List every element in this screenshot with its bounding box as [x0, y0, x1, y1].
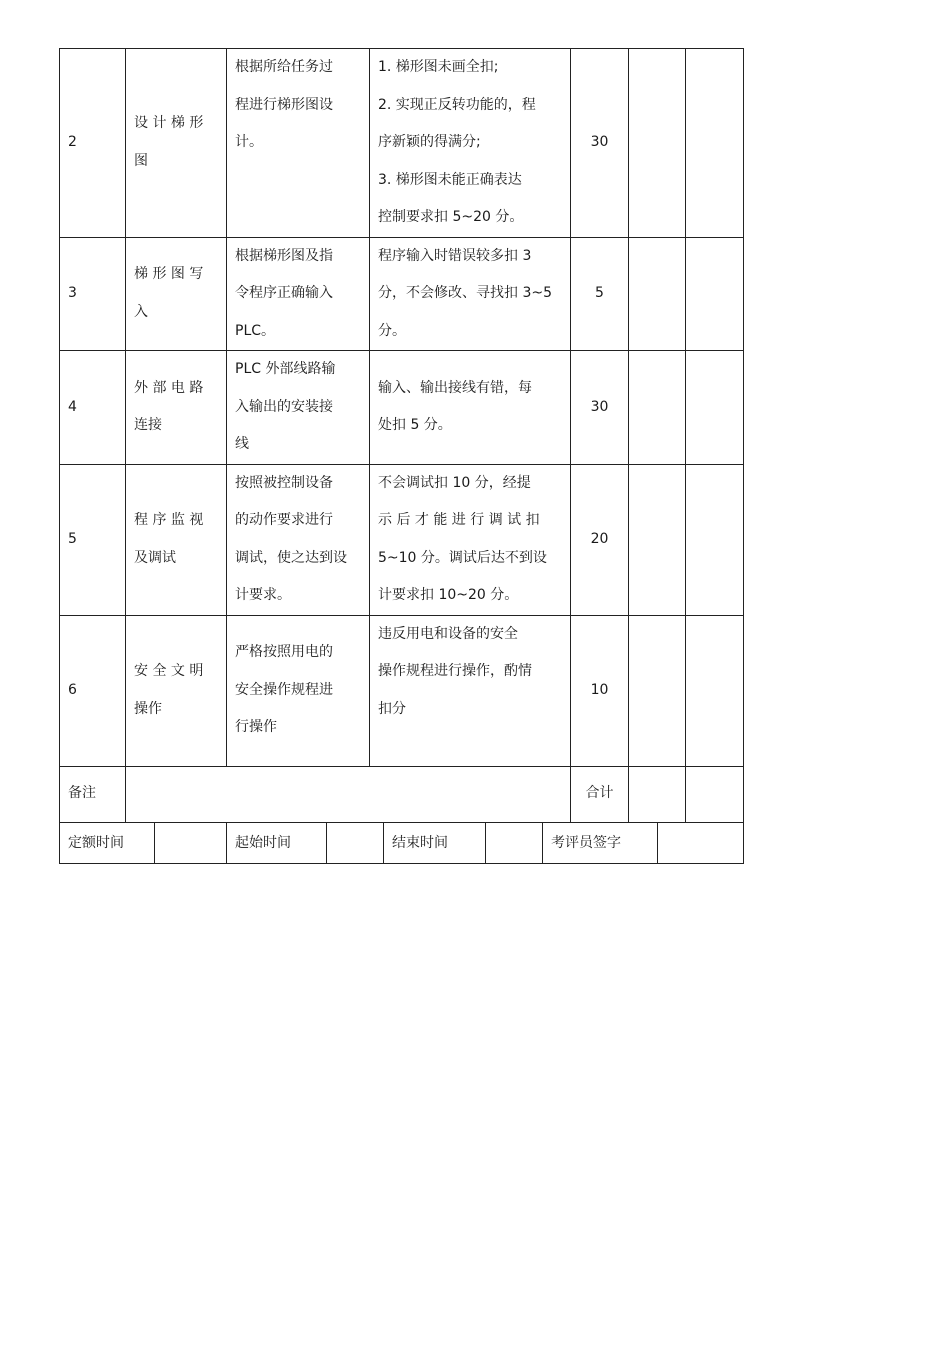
scoring-criteria	[370, 351, 571, 465]
cell-line: 操作规程进行操作，酌情	[378, 663, 532, 679]
cell-line: 调试，使之达到设	[235, 549, 347, 566]
cell-line: 1. 梯形图未画全扣;	[378, 59, 499, 75]
cell-line: 严格按照用电的	[235, 644, 333, 661]
cell-line: 程进行梯形图设	[235, 96, 333, 113]
cell-line: 入输出的安装接	[235, 398, 333, 415]
cell-line: 3. 梯形图未能正确表达	[378, 171, 522, 188]
start-time-field	[327, 822, 384, 863]
score-value: 5	[571, 237, 629, 351]
cell-line: 5~10 分。调试后达不到设	[378, 549, 547, 566]
item-number: 5	[60, 464, 126, 615]
cell-line: 不会调试扣 10 分，经提	[378, 474, 531, 491]
cell-line: 扣分	[378, 700, 406, 717]
cell-line: 示 后 才 能 进 行 调 试 扣	[378, 512, 540, 528]
end-time-label: 结束时间	[384, 822, 486, 863]
requirement-text	[227, 464, 370, 615]
deduction-cell	[629, 464, 686, 615]
quota-time-label: 定额时间	[60, 822, 155, 863]
scoring-row	[60, 464, 744, 615]
result-cell	[686, 464, 744, 615]
total-label: 合计	[571, 766, 629, 822]
cell-line: 设 计 梯 形	[134, 115, 204, 132]
cell-line: 安 全 文 明	[134, 663, 204, 679]
cell-line: 及调试	[134, 549, 176, 566]
cell-line: 分。	[378, 322, 406, 339]
scoring-row	[60, 49, 744, 238]
cell-line: 序新颖的得满分;	[378, 134, 481, 150]
cell-line: 操作	[134, 700, 162, 717]
cell-line: 处扣 5 分。	[378, 417, 452, 434]
scoring-criteria	[370, 237, 571, 351]
cell-line: 梯 形 图 写	[134, 266, 204, 283]
footer-table	[59, 822, 744, 864]
assessment-item	[126, 464, 227, 615]
cell-line: 连接	[134, 417, 162, 434]
deduction-cell	[629, 49, 686, 238]
cell-line: 令程序正确输入	[235, 285, 333, 301]
cell-line: PLC 外部线路输	[235, 361, 336, 377]
scoring-row	[60, 351, 744, 465]
scoring-row	[60, 237, 744, 351]
scoring-criteria	[370, 615, 571, 766]
assessment-item	[126, 351, 227, 465]
score-value: 10	[571, 615, 629, 766]
cell-line: 输入、输出接线有错，每	[378, 379, 532, 396]
cell-line: 分，不会修改、寻找扣 3~5	[378, 285, 552, 301]
score-value: 30	[571, 351, 629, 465]
cell-line: 2. 实现正反转功能的，程	[378, 96, 536, 113]
assessment-item	[126, 615, 227, 766]
cell-line: 根据所给任务过	[235, 59, 333, 75]
deduction-cell	[629, 351, 686, 465]
requirement-text	[227, 237, 370, 351]
assessment-item	[126, 237, 227, 351]
cell-line: 外 部 电 路	[134, 379, 204, 396]
end-time-field	[486, 822, 543, 863]
total-cell-a	[629, 766, 686, 822]
cell-line: 安全操作规程进	[235, 681, 333, 698]
result-cell	[686, 49, 744, 238]
deduction-cell	[629, 615, 686, 766]
result-cell	[686, 237, 744, 351]
item-number: 6	[60, 615, 126, 766]
result-cell	[686, 351, 744, 465]
cell-line: 根据梯形图及指	[235, 247, 333, 264]
total-cell-b	[686, 766, 744, 822]
deduction-cell	[629, 237, 686, 351]
item-number: 4	[60, 351, 126, 465]
cell-line: 行操作	[235, 719, 277, 736]
examiner-sign-field	[658, 822, 744, 863]
cell-line: 违反用电和设备的安全	[378, 625, 518, 642]
scoring-rows	[60, 49, 744, 767]
cell-line: 线	[235, 436, 249, 452]
start-time-label: 起始时间	[227, 822, 327, 863]
cell-line: 计要求扣 10~20 分。	[378, 587, 519, 603]
score-value: 20	[571, 464, 629, 615]
scoring-criteria	[370, 49, 571, 238]
requirement-text	[227, 615, 370, 766]
cell-line: 按照被控制设备	[235, 474, 333, 491]
note-label: 备注	[60, 766, 126, 822]
cell-line: 计要求。	[235, 587, 291, 603]
scoring-row	[60, 615, 744, 766]
cell-line: 程序输入时错误较多扣 3	[378, 247, 532, 264]
cell-line: 控制要求扣 5~20 分。	[378, 209, 524, 225]
item-number: 2	[60, 49, 126, 238]
item-number: 3	[60, 237, 126, 351]
cell-line: 图	[134, 152, 148, 169]
result-cell	[686, 615, 744, 766]
note-cell	[126, 766, 571, 822]
quota-time-field	[155, 822, 227, 863]
scoring-criteria	[370, 464, 571, 615]
cell-line: PLC。	[235, 322, 276, 339]
score-value: 30	[571, 49, 629, 238]
cell-line: 入	[134, 303, 148, 320]
assessment-item	[126, 49, 227, 238]
examiner-sign-label: 考评员签字	[543, 822, 658, 863]
cell-line: 程 序 监 视	[134, 512, 204, 528]
cell-line: 的动作要求进行	[235, 512, 333, 528]
scoring-sheet	[59, 48, 743, 864]
scoring-table	[59, 48, 744, 823]
note-row	[60, 766, 744, 822]
requirement-text	[227, 49, 370, 238]
requirement-text	[227, 351, 370, 465]
cell-line: 计。	[235, 134, 263, 150]
footer-row	[60, 822, 744, 863]
